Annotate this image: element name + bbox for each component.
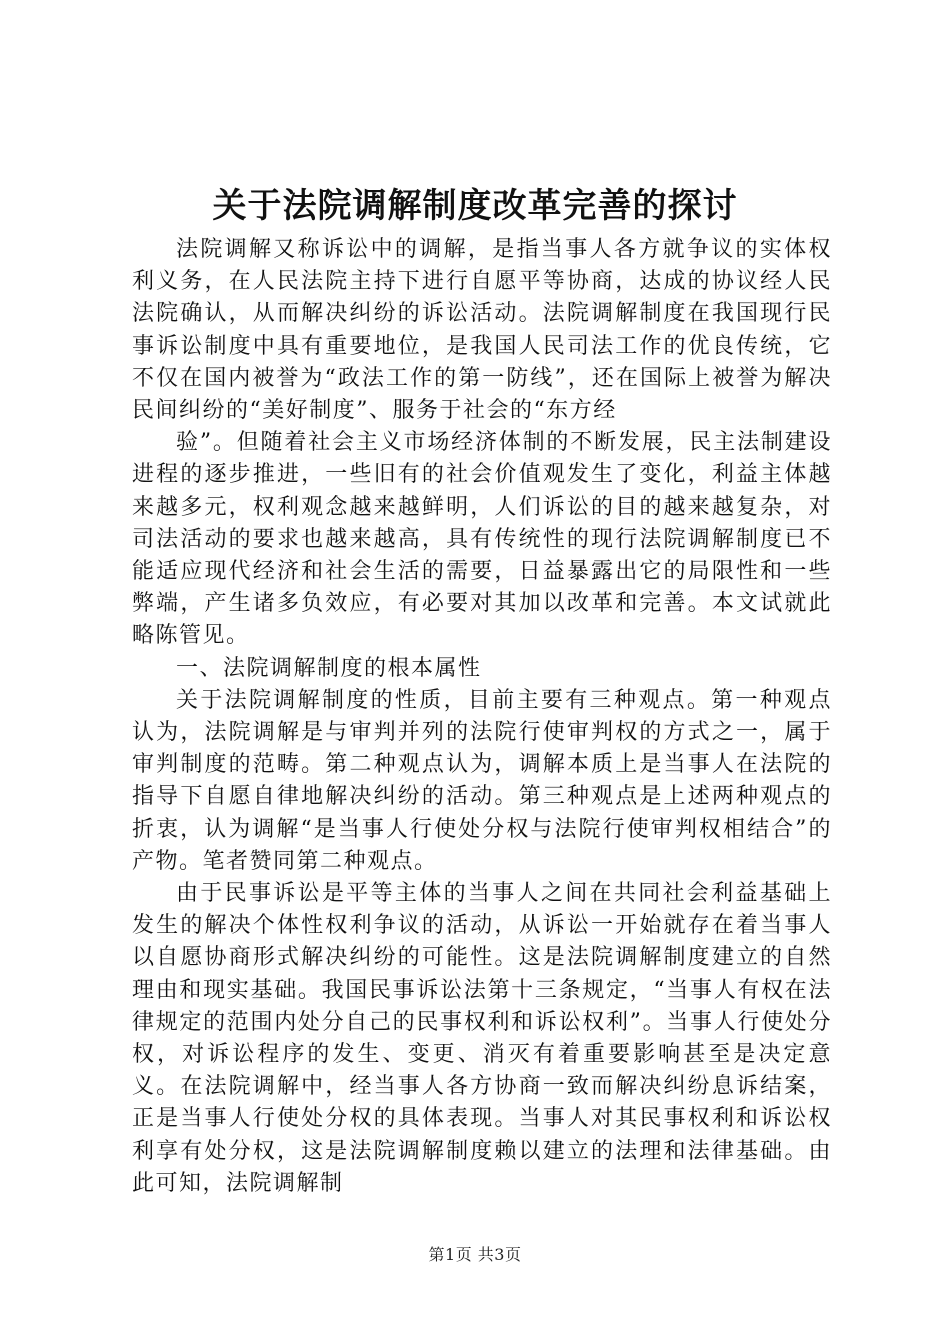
section-heading: 一、法院调解制度的根本属性 xyxy=(176,655,482,681)
page-footer: 第1页 共3页 xyxy=(428,1245,522,1264)
paragraph: 关于法院调解制度的性质，目前主要有三种观点。第一种观点认为，法院调解是与审判并列的法院行使审判权的方式之一，属于审判制度的范畴。第二种观点认为，调解本质上是当事人在法院的指导下自愿自律地解决纠纷的活动。第三种观点是上述两种观点的折衷，认为调解“是当事人行使处分权与法院行使审判权相结合”的产物。笔者赞同第二种观点。 xyxy=(132,687,832,874)
document-title: 关于法院调解制度改革完善的探讨 xyxy=(212,186,738,226)
paragraph: 由于民事诉讼是平等主体的当事人之间在共同社会利益基础上发生的解决个体性权利争议的活动，从诉讼一开始就存在着当事人以自愿协商形式解决纠纷的可能性。这是法院调解制度建立的自然理由和现实基础。我国民事诉讼法第十三条规定，“当事人有权在法律规定的范围内处分自己的民事权利和诉讼权利”。当事人行使处分权，对诉讼程序的发生、变更、消灭有着重要影响甚至是决定意义。在法院调解中，经当事人各方协商一致而解决纠纷息诉结案，正是当事人行使处分权的具体表现。当事人对其民事权利和诉讼权利享有处分权，这是法院调解制度赖以建立的法理和法律基础。由此可知，法院调解制 xyxy=(132,881,832,1196)
document-body xyxy=(132,234,832,1200)
paragraph: 法院调解又称诉讼中的调解，是指当事人各方就争议的实体权利义务，在人民法院主持下进行自愿平等协商，达成的协议经人民法院确认，从而解决纠纷的诉讼活动。法院调解制度在我国现行民事诉讼制度中具有重要地位，是我国人民司法工作的优良传统，它不仅在国内被誉为“政法工作的第一防线”，还在国际上被誉为解决民间纠纷的“美好制度”、服务于社会的“东方经 xyxy=(132,237,832,424)
paragraph: 验”。但随着社会主义市场经济体制的不断发展，民主法制建设进程的逐步推进，一些旧有的社会价值观发生了变化，利益主体越来越多元，权利观念越来越鲜明，人们诉讼的目的越来越复杂，对司法活动的要求也越来越高，具有传统性的现行法院调解制度已不能适应现代经济和社会生活的需要，日益暴露出它的局限性和一些弊端，产生诸多负效应，有必要对其加以改革和完善。本文试就此略陈管见。 xyxy=(132,430,832,649)
